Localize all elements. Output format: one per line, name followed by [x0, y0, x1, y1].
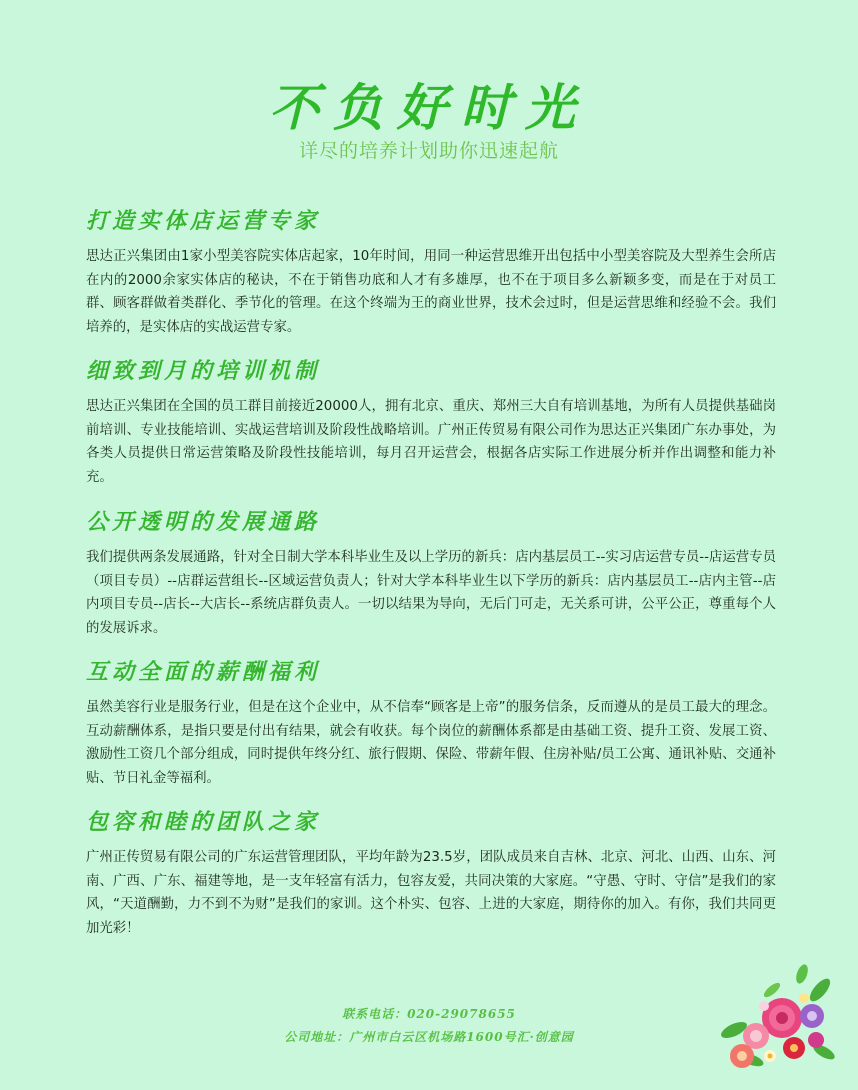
contact-address: 公司地址：广州市白云区机场路1600号汇·创意园: [284, 1030, 574, 1044]
contact-phone: 联系电话：020-29078655: [342, 1007, 516, 1021]
section-career-path: [86, 505, 776, 640]
page-subtitle: 详尽的培养计划助你迅速起航: [298, 140, 559, 162]
section-body: 思达正兴集团由1家小型美容院实体店起家，10年时间，用同一种运营思维开出包括中小型美容院及大型养生会所店在内的2000余家实体店的秘诀，不在于销售功底和人才有多雄厚，也不在于项目多么新颖多变，而是在于对员工群、顾客群做着类群化、季节化的管理。在这个终端为王的商业世界，技术会过时，但是运营思维和经验不会。我们培养的，是实体店的实战运营专家。: [86, 249, 776, 335]
section-compensation: [86, 655, 776, 790]
section-heading: 包容和睦的团队之家: [86, 809, 321, 835]
page-title: 不负好时光: [269, 78, 589, 137]
section-body: 我们提供两条发展通路，针对全日制大学本科毕业生及以上学历的新兵：店内基层员工--实习店运营专员--店运营专员（项目专员）--店群运营组长--区域运营负责人；针对大学本科毕业生以下学历的新兵：店内基层员工--店内主管--店内项目专员--店长--大店长--系统店群负责人。一切以结果为导向，无后门可走，无关系可讲，公平公正，尊重每个人的发展诉求。: [86, 550, 776, 636]
section-heading: 细致到月的培训机制: [86, 358, 321, 384]
flower-bouquet-icon: [712, 960, 842, 1076]
section-training: [86, 354, 776, 489]
section-heading: 打造实体店运营专家: [86, 208, 321, 234]
section-store-expert: [86, 204, 776, 339]
section-body: 广州正传贸易有限公司的广东运营管理团队，平均年龄为23.5岁，团队成员来自吉林、北京、河北、山西、山东、河南、广西、广东、福建等地，是一支年轻富有活力，包容友爱，共同决策的大家庭。“守愚、守时、守信”是我们的家风，“天道酬勤，力不到不为财”是我们的家训。这个朴实、包容、上进的大家庭，期待你的加入。有你，我们共同更加光彩！: [86, 850, 776, 936]
section-heading: 互动全面的薪酬福利: [86, 659, 321, 685]
section-body: 虽然美容行业是服务行业，但是在这个企业中，从不信奉“顾客是上帝”的服务信条，反而遵从的是员工最大的理念。互动薪酬体系，是指只要是付出有结果，就会有收获。每个岗位的薪酬体系都是由基础工资、提升工资、发展工资、激励性工资几个部分组成，同时提供年终分红、旅行假期、保险、带薪年假、住房补贴/员工公寓、通讯补贴、交通补贴、节日礼金等福利。: [86, 700, 776, 786]
section-team: [86, 805, 776, 940]
section-heading: 公开透明的发展通路: [86, 509, 321, 535]
section-body: 思达正兴集团在全国的员工群目前接近20000人，拥有北京、重庆、郑州三大自有培训基地，为所有人员提供基础岗前培训、专业技能培训、实战运营培训及阶段性战略培训。广州正传贸易有限公司作为思达正兴集团广东办事处，为各类人员提供日常运营策略及阶段性技能培训，每月召开运营会，根据各店实际工作进展分析并作出调整和能力补充。: [86, 399, 776, 485]
